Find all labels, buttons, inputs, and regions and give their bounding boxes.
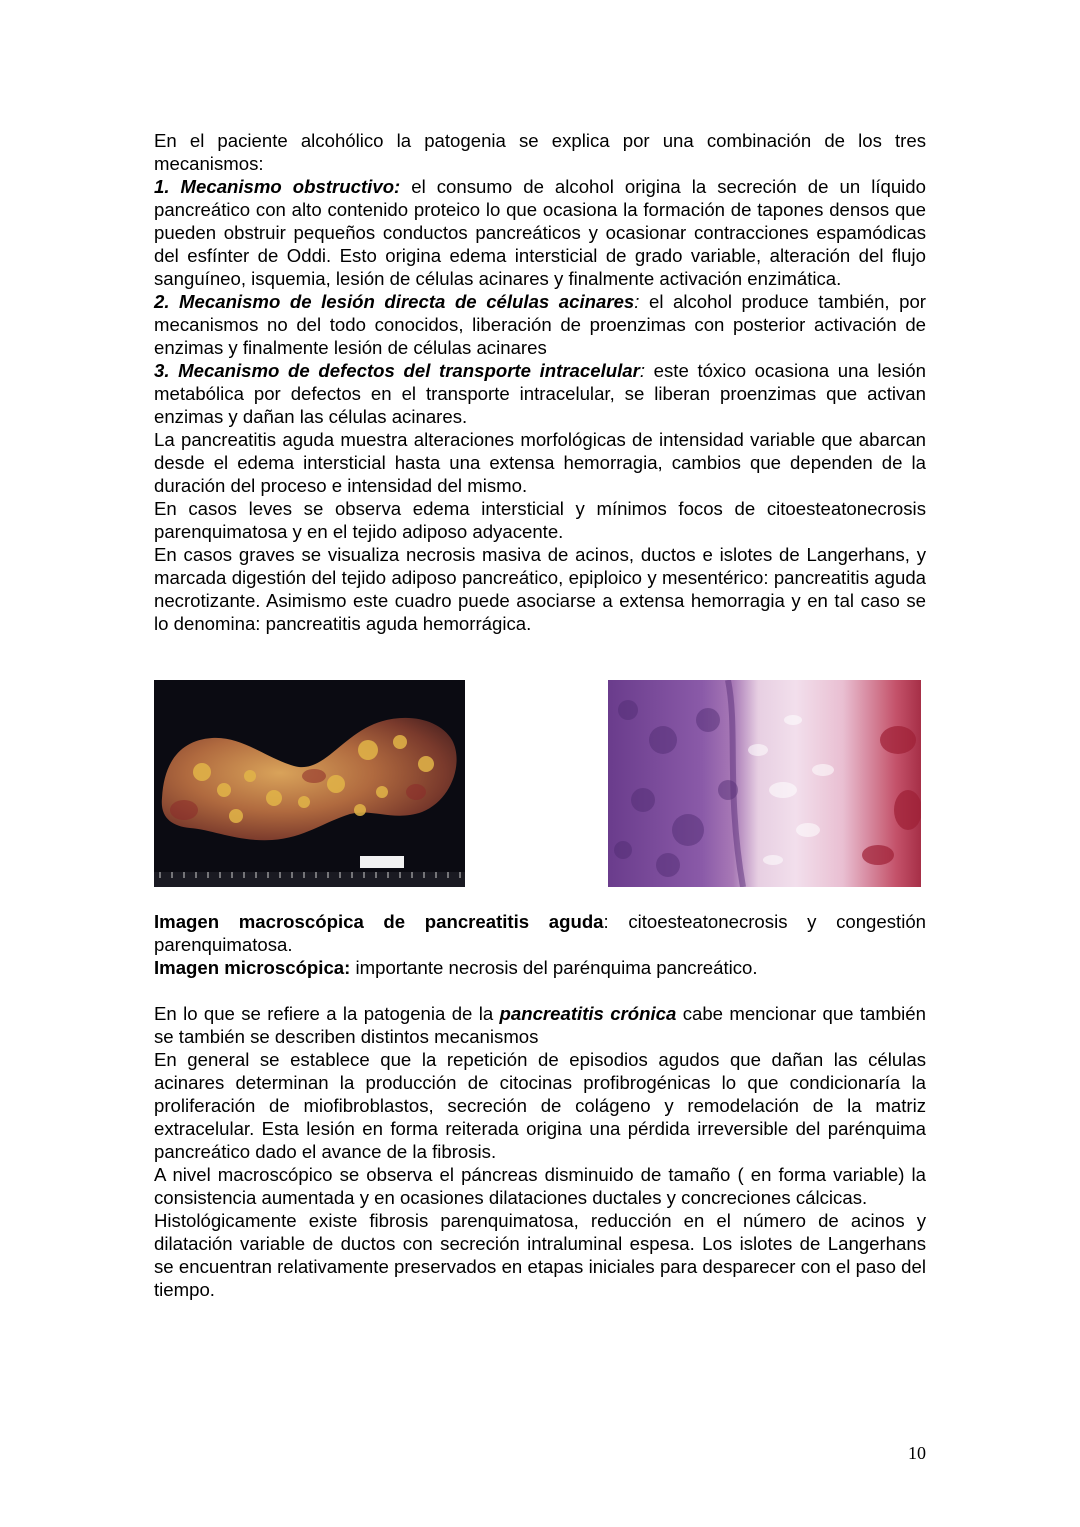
top-text-section xyxy=(154,129,926,635)
mechanism-1-paragraph xyxy=(154,175,926,290)
intro-paragraph: En el paciente alcohólico la patogenia se explica por una combinación de los tres mecanismos: xyxy=(154,130,926,174)
mechanism-2-paragraph xyxy=(154,290,926,359)
macroscopic-findings-paragraph: A nivel macroscópico se observa el páncreas disminuido de tamaño ( en forma variable) la consistencia aumentada y en ocasiones dilataciones ductales y concreciones cálcicas. xyxy=(154,1164,926,1208)
microscopic-histology-drawing xyxy=(608,680,921,887)
chronic-pancreatitis-term: pancreatitis crónica xyxy=(499,1003,677,1024)
bottom-text-section xyxy=(154,1002,926,1301)
chronic-intro-continuation: cabe mencionar que también se también se describen distintos mecanismos xyxy=(154,1003,926,1047)
mechanism-2-colon: : xyxy=(634,291,640,312)
macroscopic-caption-text: : citoesteatonecrosis y congestión parenquimatosa. xyxy=(154,911,927,955)
acute-pancreatitis-paragraph: La pancreatitis aguda muestra alteraciones morfológicas de intensidad variable que abarcan desde el edema intersticial hasta una extensa hemorragia, cambios que dependen de la duración del proceso e intensidad del mismo. xyxy=(154,429,926,496)
microscopic-caption xyxy=(154,956,926,979)
chronic-intro-text: En lo que se refiere a la patogenia de la xyxy=(154,1003,500,1024)
macroscopic-caption-label: Imagen macroscópica de pancreatitis aguda xyxy=(154,911,604,932)
macroscopic-caption xyxy=(154,910,926,956)
microscopic-pancreas-image xyxy=(608,680,921,887)
mechanism-3-colon: : xyxy=(639,360,646,381)
mechanism-3-title: 3. Mecanismo de defectos del transporte intracelular xyxy=(154,360,640,381)
macroscopic-pancreas-drawing xyxy=(154,680,465,887)
general-mechanism-paragraph: En general se establece que la repetición de episodios agudos que dañan las células acinares determinan la producción de citocinas profibrogénicas lo que condicionaría la proliferación de miofibroblastos, secreción de colágeno y remodelación de la matriz extracelular. Esta lesión en forma reiterada origina una pérdida irreversible del parénquima pancreático dado el avance de la fibrosis. xyxy=(154,1049,926,1162)
mechanism-2-text: el alcohol produce también, por mecanismos no del todo conocidos, liberación de proenzimas con posterior activación de enzimas y finalmente lesión de células acinares xyxy=(154,291,927,358)
page-number: 10 xyxy=(908,1443,926,1463)
mechanism-2-title: 2. Mecanismo de lesión directa de células acinares xyxy=(154,291,635,312)
mechanism-1-title: 1. Mecanismo obstructivo: xyxy=(154,176,401,197)
mechanism-1-text: el consumo de alcohol origina la secreción de un líquido pancreático con alto contenido proteico lo que ocasiona la formación de tapones densos que pueden obstruir pequeños conductos pancreáticos y ocasionar contracciones espamódicas del esfínter de Oddi. Esto origina edema intersticial de grado variable, alteración del flujo sanguíneo, isquemia, lesión de células acinares y finalmente activación enzimática. xyxy=(154,176,926,289)
histology-findings-paragraph: Histológicamente existe fibrosis parenquimatosa, reducción en el número de acinos y dilatación variable de ductos con secreción intraluminal espesa. Los islotes de Langerhans se encuentran relativamente preservados en etapas iniciales para desparecer con el paso del tiempo. xyxy=(154,1210,926,1300)
mild-cases-paragraph: En casos leves se observa edema intersticial y mínimos focos de citoesteatonecrosis parenquimatosa y en el tejido adiposo adyacente. xyxy=(154,498,926,542)
chronic-pancreatitis-paragraph xyxy=(154,1002,926,1048)
macroscopic-pancreas-image xyxy=(154,680,465,887)
figure-captions xyxy=(154,910,926,979)
mechanism-3-paragraph xyxy=(154,359,926,428)
mechanism-3-text: este tóxico ocasiona una lesión metabólica por defectos en el transporte intracelular, se liberan proenzimas que activan enzimas y dañan las células acinares. xyxy=(154,360,926,427)
microscopic-caption-text: importante necrosis del parénquima pancreático. xyxy=(350,957,758,978)
microscopic-caption-label: Imagen microscópica: xyxy=(154,957,351,978)
severe-cases-paragraph: En casos graves se visualiza necrosis masiva de acinos, ductos e islotes de Langerhans, y marcada digestión del tejido adiposo pancreático, epiploico y mesentérico: pancreatitis aguda necrotizante. Asimismo este cuadro puede asociarse a extensa hemorragia y en tal caso se lo denomina: pancreatitis aguda hemorrágica. xyxy=(154,544,926,634)
